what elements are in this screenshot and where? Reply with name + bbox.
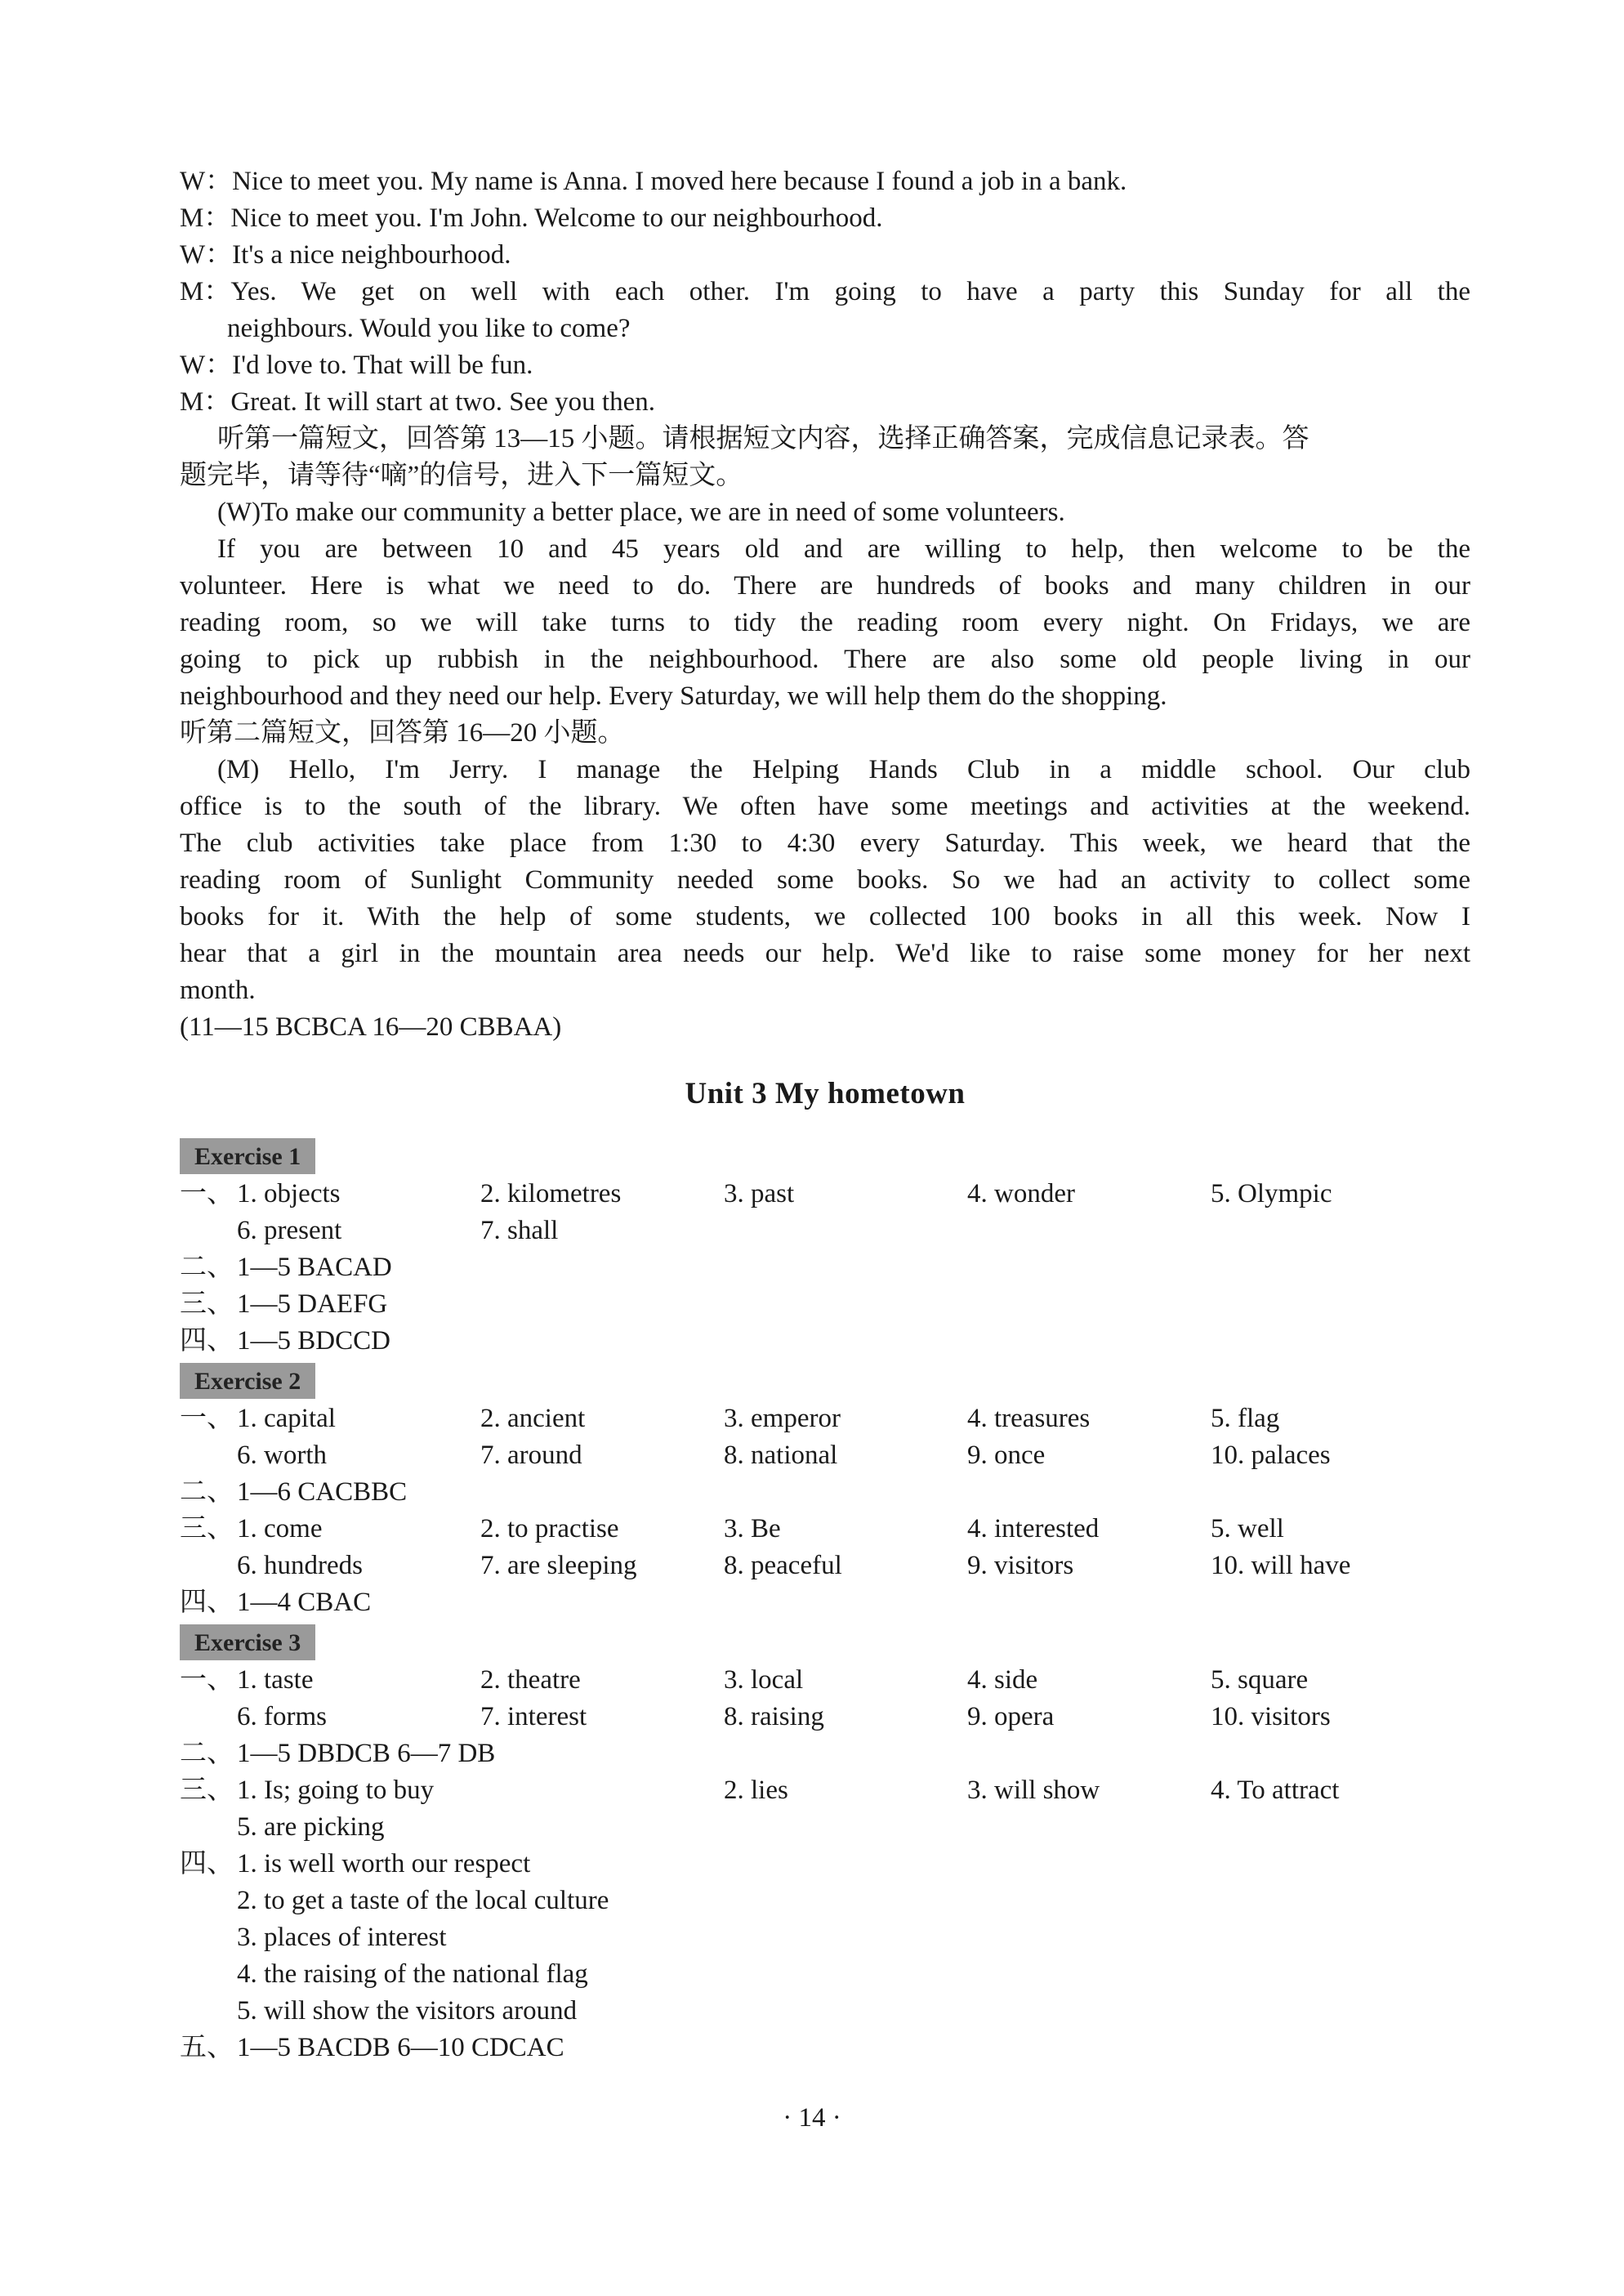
answer-cell: 2. to practise — [480, 1514, 619, 1543]
answer-row — [180, 1286, 1470, 1323]
section-label — [180, 1437, 237, 1474]
answer-cell: 10. will have — [1211, 1551, 1351, 1580]
answer-cell: 2. ancient — [480, 1404, 586, 1433]
section-label: 二、 — [180, 1253, 234, 1282]
listening-answers: (11—15 BCBCA 16—20 CBBAA) — [180, 1012, 562, 1042]
answer-cell: 7. around — [480, 1441, 582, 1470]
answer-cell: 4. To attract — [1211, 1776, 1340, 1805]
section-label: 一、 — [180, 1179, 234, 1208]
answer-row — [180, 1323, 1470, 1360]
passage-1-intro: (W)To make our community a better place, we are in need of some volunteers. — [217, 498, 1065, 527]
answer-cell: 1. taste — [237, 1665, 314, 1695]
answer-cell: 5. well — [1211, 1514, 1284, 1543]
paragraph-line: month. — [180, 976, 256, 1005]
dialogue-text: Great. It will start at two. See you then. — [230, 387, 655, 417]
answer-cell: 10. palaces — [1211, 1441, 1331, 1470]
dialogue-line — [180, 163, 1470, 200]
answer-cell: 7. are sleeping — [480, 1551, 637, 1580]
answer-text: 1—5 DBDCB 6—7 DB — [237, 1739, 496, 1768]
answer-text: 1—4 CBAC — [237, 1588, 372, 1617]
exercise-badge: Exercise 1 — [180, 1138, 315, 1174]
answer-row — [180, 2030, 1470, 2066]
paragraph-line: The club activities take place from 1:30 to 4:30 every Saturday. This week, we heard that the — [180, 829, 1470, 858]
answer-cell: 2. kilometres — [480, 1179, 622, 1208]
section-label: 三、 — [180, 1776, 234, 1805]
paragraph-line: reading room of Sunlight Community needed some books. So we had an activity to collect some — [180, 865, 1470, 895]
dialogue-line — [180, 384, 1470, 421]
dialogue-line — [180, 274, 1470, 310]
section-label: 五、 — [180, 2033, 234, 2062]
answer-cell: 3. local — [724, 1665, 804, 1695]
answer-cell: 5. Olympic — [1211, 1179, 1332, 1208]
paragraph-line: volunteer. Here is what we need to do. There are hundreds of books and many children in our — [180, 571, 1470, 601]
answer-cell: 1. objects — [237, 1179, 341, 1208]
answer-cell: 5. square — [1211, 1665, 1309, 1695]
page-number: · 14 · — [783, 2103, 841, 2133]
answer-row — [180, 1400, 1470, 1437]
answer-key-page — [180, 163, 1470, 2066]
exercise-badge: Exercise 3 — [180, 1624, 315, 1660]
answer-cell: 5. flag — [1211, 1404, 1280, 1433]
instruction-1-cont: 题完毕，请等待“嘀”的信号，进入下一篇短文。 — [180, 461, 743, 490]
paragraph-line: office is to the south of the library. We often have some meetings and activities at the weekend. — [180, 792, 1470, 821]
answer-text: 2. to get a taste of the local culture — [237, 1886, 609, 1915]
section-label: 三、 — [180, 1514, 234, 1543]
answer-cell: 1. come — [237, 1514, 323, 1543]
answer-row — [180, 1548, 1470, 1584]
answer-row — [180, 1437, 1470, 1474]
answer-text: 1. is well worth our respect — [237, 1849, 531, 1878]
answer-cell: 6. present — [237, 1216, 342, 1245]
exercises — [180, 1135, 1470, 2066]
instruction-2: 听第二篇短文，回答第 16—20 小题。 — [180, 718, 625, 748]
answer-cell: 6. hundreds — [237, 1551, 363, 1580]
speaker-label: M： — [180, 203, 231, 233]
answer-row — [180, 1993, 1470, 2030]
answer-row — [180, 1474, 1470, 1511]
passage-2 — [180, 752, 1470, 1009]
paragraph-line: If you are between 10 and 45 years old and are willing to help, then welcome to be the — [217, 534, 1470, 564]
speaker-label: W： — [180, 351, 233, 380]
answer-text: 3. places of interest — [237, 1923, 447, 1952]
answer-text: 1—5 BACAD — [237, 1253, 392, 1282]
section-label — [180, 1809, 237, 1846]
speaker-label: M： — [180, 277, 231, 306]
section-label: 二、 — [180, 1477, 234, 1507]
answer-cell: 3. past — [724, 1179, 795, 1208]
dialogue-line — [180, 200, 1470, 237]
answer-cell: 10. visitors — [1211, 1702, 1331, 1731]
dialogue-text: Nice to meet you. My name is Anna. I moved here because I found a job in a bank. — [232, 167, 1127, 196]
section-label — [180, 1883, 237, 1919]
answer-text: 1—5 BACDB 6—10 CDCAC — [237, 2033, 564, 2062]
section-label — [180, 1956, 237, 1993]
answer-cell: 9. opera — [967, 1702, 1055, 1731]
answer-cell: 4. treasures — [967, 1404, 1091, 1433]
section-label: 四、 — [180, 1588, 234, 1617]
answer-cell: 3. emperor — [724, 1404, 841, 1433]
answer-cell: 6. forms — [237, 1702, 327, 1731]
section-label — [180, 1993, 237, 2030]
section-label: 四、 — [180, 1849, 234, 1878]
dialogue-text: I'd love to. That will be fun. — [232, 351, 533, 380]
passage-1 — [180, 531, 1470, 715]
answer-cell: 8. raising — [724, 1702, 824, 1731]
dialogue-continuation: neighbours. Would you like to come? — [227, 314, 631, 343]
speaker-label: W： — [180, 240, 233, 270]
instruction-1: 听第一篇短文，回答第 13—15 小题。请根据短文内容，选择正确答案，完成信息记录表。答 — [217, 424, 1309, 453]
answer-cell: 4. wonder — [967, 1179, 1075, 1208]
dialogue-line — [180, 237, 1470, 274]
answer-cell: 9. visitors — [967, 1551, 1074, 1580]
answer-cell: 8. peaceful — [724, 1551, 842, 1580]
answer-row — [180, 1213, 1470, 1249]
speaker-label: M： — [180, 387, 231, 417]
answer-cell: 2. lies — [724, 1776, 788, 1805]
answer-row — [180, 1662, 1470, 1699]
answer-cell: 9. once — [967, 1441, 1046, 1470]
dialogue — [180, 163, 1470, 421]
answer-cell: 8. national — [724, 1441, 838, 1470]
answer-row — [180, 1809, 1470, 1846]
answer-row — [180, 1919, 1470, 1956]
answer-row — [180, 1584, 1470, 1621]
answer-row — [180, 1956, 1470, 1993]
section-label: 四、 — [180, 1326, 234, 1356]
answer-row — [180, 1883, 1470, 1919]
answer-cell: 7. shall — [480, 1216, 559, 1245]
answer-text: 1—5 BDCCD — [237, 1326, 390, 1356]
section-label: 一、 — [180, 1665, 234, 1695]
answer-row — [180, 1699, 1470, 1735]
answer-cell: 4. interested — [967, 1514, 1100, 1543]
section-label — [180, 1699, 237, 1735]
dialogue-text: Nice to meet you. I'm John. Welcome to our neighbourhood. — [230, 203, 883, 233]
paragraph-line: (M) Hello, I'm Jerry. I manage the Helping Hands Club in a middle school. Our club — [217, 755, 1470, 784]
answer-cell: 7. interest — [480, 1702, 587, 1731]
answer-cell: 3. will show — [967, 1776, 1100, 1805]
answer-row — [180, 1511, 1470, 1548]
answer-cell: 3. Be — [724, 1514, 781, 1543]
answer-text: 5. are picking — [237, 1812, 385, 1842]
answer-row — [180, 1249, 1470, 1286]
section-label: 三、 — [180, 1289, 234, 1319]
answer-text: 1—6 CACBBC — [237, 1477, 408, 1507]
answer-text: 4. the raising of the national flag — [237, 1959, 588, 1989]
dialogue-line — [180, 347, 1470, 384]
exercise-badge: Exercise 2 — [180, 1363, 315, 1399]
answer-row — [180, 1176, 1470, 1213]
paragraph-line: hear that a girl in the mountain area needs our help. We'd like to raise some money for her next — [180, 939, 1470, 968]
dialogue-text: It's a nice neighbourhood. — [232, 240, 511, 270]
paragraph-line: going to pick up rubbish in the neighbourhood. There are also some old people living in our — [180, 645, 1470, 674]
section-label: 二、 — [180, 1739, 234, 1768]
speaker-label: W： — [180, 167, 233, 196]
section-label: 一、 — [180, 1404, 234, 1433]
answer-cell: 1. capital — [237, 1404, 336, 1433]
section-label — [180, 1548, 237, 1584]
paragraph-line: reading room, so we will take turns to tidy the reading room every night. On Fridays, we are — [180, 608, 1470, 637]
answer-cell: 2. theatre — [480, 1665, 581, 1695]
section-label — [180, 1919, 237, 1956]
answer-cell: 6. worth — [237, 1441, 327, 1470]
answer-cell: 4. side — [967, 1665, 1038, 1695]
answer-text: 5. will show the visitors around — [237, 1996, 578, 2026]
answer-row — [180, 1735, 1470, 1772]
answer-text: 1—5 DAEFG — [237, 1289, 388, 1319]
unit-title: Unit 3 My hometown — [685, 1077, 966, 1110]
paragraph-line: neighbourhood and they need our help. Every Saturday, we will help them do the shopping. — [180, 681, 1167, 711]
answer-row — [180, 1846, 1470, 1883]
paragraph-line: books for it. With the help of some students, we collected 100 books in all this week. Now I — [180, 902, 1470, 931]
dialogue-text: Yes. We get on well with each other. I'm going to have a party this Sunday for all the — [230, 277, 1470, 306]
answer-row — [180, 1772, 1470, 1809]
section-label — [180, 1213, 237, 1249]
answer-cell: 1. Is; going to buy — [237, 1776, 435, 1805]
